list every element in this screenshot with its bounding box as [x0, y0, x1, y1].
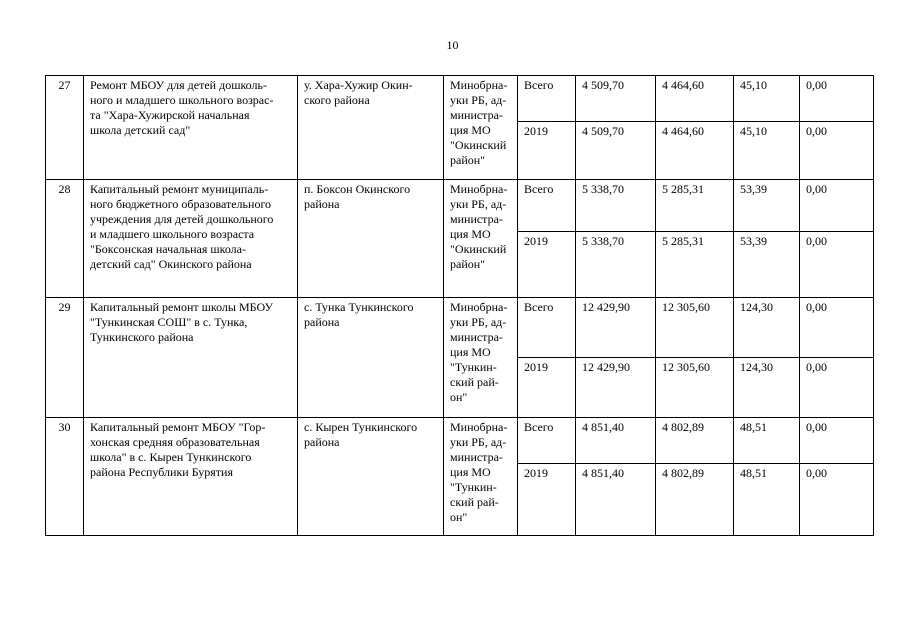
period-cell: 2019: [518, 358, 576, 418]
total-cell: 4 851,40: [576, 464, 656, 536]
object-name: Капитальный ремонт МБОУ "Гор- хонская средняя образовательная школа" в с. Кырен Тункинского района Республики Бурятия: [84, 418, 298, 536]
value-cell: 48,51: [734, 418, 800, 464]
total-cell: 5 338,70: [576, 232, 656, 298]
value-cell: 124,30: [734, 298, 800, 358]
responsible-org: Минобрна- уки РБ, ад- министра- ция МО "Окинский район": [444, 76, 518, 180]
object-location: п. Боксон Окинского района: [298, 180, 444, 298]
row-number: 27: [46, 76, 84, 180]
value-cell: 0,00: [800, 464, 874, 536]
object-name: Капитальный ремонт школы МБОУ "Тункинская СОШ" в с. Тунка, Тункинского района: [84, 298, 298, 418]
responsible-org: Минобрна- уки РБ, ад- министра- ция МО "Тункин- ский рай- он": [444, 298, 518, 418]
value-cell: 124,30: [734, 358, 800, 418]
period-cell: Всего: [518, 180, 576, 232]
value-cell: 4 464,60: [656, 122, 734, 180]
table-row: [46, 180, 874, 232]
total-cell: 5 338,70: [576, 180, 656, 232]
value-cell: 4 802,89: [656, 464, 734, 536]
value-cell: 12 305,60: [656, 358, 734, 418]
value-cell: 0,00: [800, 76, 874, 122]
period-cell: Всего: [518, 76, 576, 122]
value-cell: 45,10: [734, 122, 800, 180]
total-cell: 12 429,90: [576, 298, 656, 358]
value-cell: 5 285,31: [656, 232, 734, 298]
total-cell: 12 429,90: [576, 358, 656, 418]
responsible-org: Минобрна- уки РБ, ад- министра- ция МО "Тункин- ский рай- он": [444, 418, 518, 536]
value-cell: 4 802,89: [656, 418, 734, 464]
period-cell: 2019: [518, 122, 576, 180]
object-name: Ремонт МБОУ для детей дошколь- ного и младшего школьного возрас- та "Хара-Хужирской начальная школа детский сад": [84, 76, 298, 180]
value-cell: 45,10: [734, 76, 800, 122]
value-cell: 0,00: [800, 298, 874, 358]
object-name: Капитальный ремонт муниципаль- ного бюджетного образовательного учреждения для детей дошкольного и младшего школьного возраста "Боксонская начальная школа- детский сад" Окинского района: [84, 180, 298, 298]
value-cell: 12 305,60: [656, 298, 734, 358]
period-cell: 2019: [518, 464, 576, 536]
table-row: [46, 418, 874, 464]
object-location: с. Тунка Тункинского района: [298, 298, 444, 418]
period-cell: Всего: [518, 418, 576, 464]
value-cell: 0,00: [800, 122, 874, 180]
value-cell: 4 464,60: [656, 76, 734, 122]
table-row: [46, 298, 874, 358]
row-number: 29: [46, 298, 84, 418]
value-cell: 53,39: [734, 232, 800, 298]
responsible-org: Минобрна- уки РБ, ад- министра- ция МО "Окинский район": [444, 180, 518, 298]
value-cell: 0,00: [800, 358, 874, 418]
value-cell: 0,00: [800, 418, 874, 464]
value-cell: 5 285,31: [656, 180, 734, 232]
value-cell: 0,00: [800, 232, 874, 298]
table-row: [46, 76, 874, 122]
value-cell: 48,51: [734, 464, 800, 536]
budget-table: [45, 75, 874, 536]
row-number: 28: [46, 180, 84, 298]
object-location: с. Кырен Тункинского района: [298, 418, 444, 536]
total-cell: 4 851,40: [576, 418, 656, 464]
page-number: 10: [446, 38, 459, 52]
period-cell: 2019: [518, 232, 576, 298]
row-number: 30: [46, 418, 84, 536]
total-cell: 4 509,70: [576, 122, 656, 180]
total-cell: 4 509,70: [576, 76, 656, 122]
object-location: у. Хара-Хужир Окин- ского района: [298, 76, 444, 180]
value-cell: 53,39: [734, 180, 800, 232]
value-cell: 0,00: [800, 180, 874, 232]
period-cell: Всего: [518, 298, 576, 358]
